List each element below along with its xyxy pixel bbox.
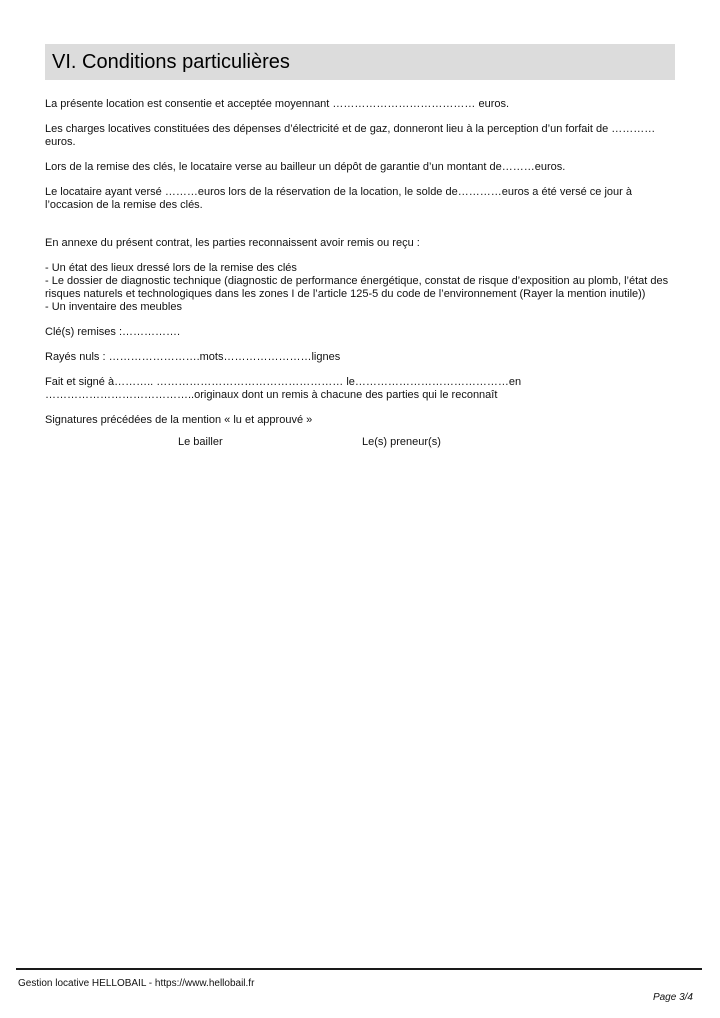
lessor-signature-label: Le bailler bbox=[178, 436, 223, 448]
balance-paragraph: Le locataire ayant versé ………euros lors de la réservation de la location, le solde de…………euros a été versé ce jour à l’occasion de la remise des clés. bbox=[45, 186, 632, 211]
annex-intro: En annexe du présent contrat, les parties reconnaissent avoir remis ou reçu : bbox=[45, 237, 420, 249]
annex-item-furniture-inventory: - Un inventaire des meubles bbox=[45, 301, 182, 313]
page-number: Page 3/4 bbox=[652, 992, 693, 1003]
section-header bbox=[45, 44, 675, 80]
deposit-paragraph: Lors de la remise des clés, le locataire verse au bailleur un dépôt de garantie d’un montant de………euros. bbox=[45, 161, 566, 173]
contract-body bbox=[45, 98, 675, 450]
section-title: VI. Conditions particulières bbox=[52, 51, 290, 73]
signature-row bbox=[45, 436, 675, 450]
crossed-out-line: Rayés nuls : …………………….mots……………………lignes bbox=[45, 351, 341, 363]
footer-text: Gestion locative HELLOBAIL - https://www.hellobail.fr bbox=[18, 978, 255, 989]
tenant-signature-label: Le(s) preneur(s) bbox=[362, 436, 441, 448]
annex-item-inventory-of-premises: - Un état des lieux dressé lors de la remise des clés bbox=[45, 262, 297, 274]
signed-at-line: Fait et signé à……….. …………………………………………… le……………………………………en …………………………………..originaux dont un remis à chacune des parties qui le reconnaît bbox=[45, 376, 522, 401]
footer-divider bbox=[16, 968, 702, 970]
annex-list bbox=[45, 262, 675, 314]
signature-note: Signatures précédées de la mention « lu et approuvé » bbox=[45, 414, 313, 426]
charges-paragraph: Les charges locatives constituées des dépenses d’électricité et de gaz, donneront lieu à la perception d’un forfait de ………… euros. bbox=[45, 123, 656, 148]
rent-paragraph: La présente location est consentie et acceptée moyennant ………………………………… euros. bbox=[45, 98, 510, 110]
annex-item-diagnostic-file: - Le dossier de diagnostic technique (diagnostic de performance énergétique, constat de risque d’exposition au plomb, l’état des risques naturels et technologiques dans les zones I de l’article 125-5 du code de l’environnement (Rayer la mention inutile)) bbox=[45, 275, 669, 300]
keys-line: Clé(s) remises :……………. bbox=[45, 326, 181, 338]
